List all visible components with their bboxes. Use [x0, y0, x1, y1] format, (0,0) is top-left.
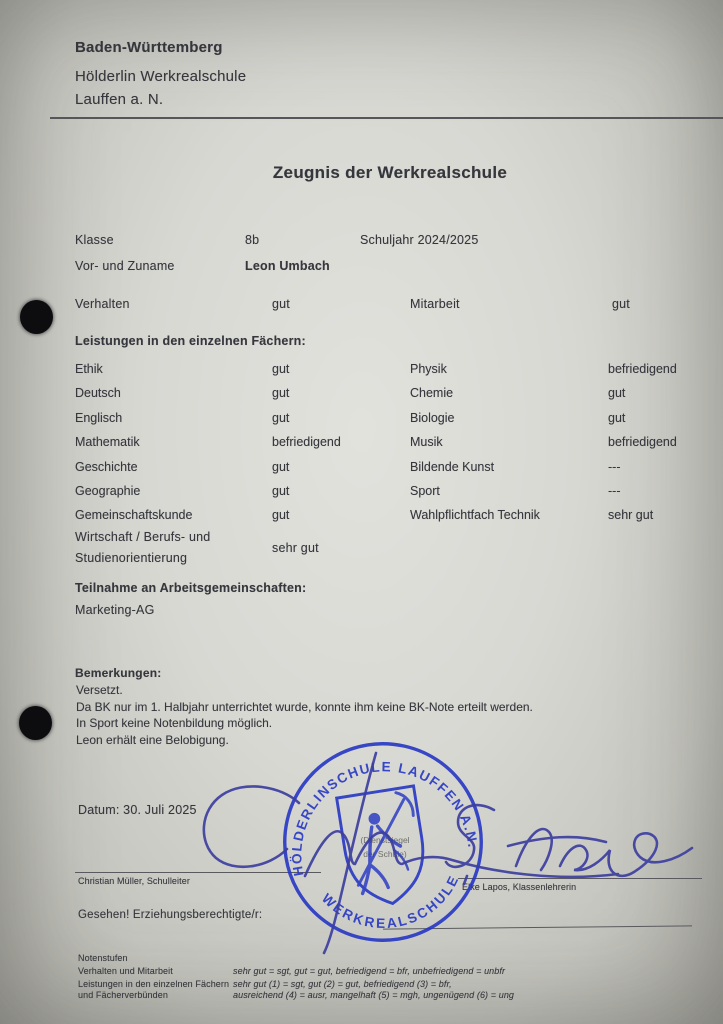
grade-value: befriedigend	[608, 435, 677, 450]
grade-row	[75, 460, 405, 484]
school-stamp	[261, 720, 506, 965]
grade-row	[75, 484, 405, 508]
student-name: Leon Umbach	[245, 259, 330, 273]
wide-subject-grade: sehr gut	[272, 541, 319, 555]
ag-value: Marketing-AG	[75, 603, 155, 617]
grade-row	[75, 435, 405, 459]
grade-value: gut	[272, 410, 290, 425]
grade-value: befriedigend	[272, 435, 341, 450]
punch-hole-bottom	[19, 706, 52, 740]
footer-row2-label-line1: Leistungen in den einzelnen Fächern	[78, 979, 230, 989]
name-label: Vor- und Zuname	[75, 259, 175, 273]
grade-row	[410, 460, 715, 484]
school-stamp-svg	[261, 720, 506, 965]
wide-subject-line1: Wirtschaft / Berufs- und	[75, 530, 211, 544]
footer-row2-label-line2: und Fächerverbünden	[78, 990, 168, 1000]
grade-value: gut	[608, 386, 626, 401]
school-city: Lauffen a. N.	[75, 91, 164, 108]
grades-heading: Leistungen in den einzelnen Fächern:	[75, 334, 306, 348]
footer-row2-value-line2: ausreichend (4) = ausr, mangelhaft (5) = mgh, ungenügend (6) = ung	[233, 990, 515, 1000]
klasse-label: Klasse	[75, 233, 114, 247]
remark-line: In Sport keine Notenbildung möglich.	[76, 716, 273, 730]
subject-label: Physik	[410, 362, 447, 376]
grade-value: ---	[608, 459, 621, 474]
grade-value: gut	[272, 362, 290, 376]
grade-value: ---	[608, 483, 621, 498]
verhalten-label: Verhalten	[75, 297, 130, 311]
header-divider	[50, 117, 723, 119]
grades-right-column	[410, 362, 715, 533]
mitarbeit-label: Mitarbeit	[410, 297, 460, 311]
footer-heading: Notenstufen	[78, 953, 128, 963]
subject-label: Geschichte	[75, 459, 138, 474]
wide-subject-line2: Studienorientierung	[75, 551, 188, 565]
verhalten-grade: gut	[272, 297, 290, 311]
remark-line: Leon erhält eine Belobigung.	[76, 732, 229, 747]
subject-label: Sport	[410, 483, 440, 498]
subject-label: Deutsch	[75, 386, 121, 401]
grade-value: gut	[272, 508, 290, 523]
grade-value: gut	[608, 410, 626, 425]
remarks-heading: Bemerkungen:	[75, 666, 162, 680]
mitarbeit-grade: gut	[612, 297, 630, 311]
footer-row2-value-line1: sehr gut (1) = sgt, gut (2) = gut, befriedigend (3) = bfr,	[233, 979, 452, 989]
grade-row	[75, 411, 405, 435]
schuljahr-value: Schuljahr 2024/2025	[360, 233, 479, 247]
subject-label: Musik	[410, 435, 443, 450]
grade-value: gut	[272, 483, 290, 498]
grade-value: sehr gut	[608, 508, 654, 523]
seal-placeholder-line2: der Schule)	[363, 849, 407, 859]
svg-text:HÖLDERLINSCHULE LAUFFEN A.N.	[275, 745, 480, 877]
school-name: Hölderlin Werkrealschule	[75, 68, 247, 85]
subject-label: Englisch	[75, 410, 123, 425]
remark-line: Versetzt.	[76, 683, 123, 697]
seal-placeholder-line1: (Dienstsiegel	[360, 835, 410, 845]
grade-row	[410, 435, 715, 459]
grades-left-column	[75, 362, 405, 533]
principal-name-label: Christian Müller, Schulleiter	[78, 876, 190, 886]
grade-value: gut	[272, 386, 290, 401]
stamp-arc-top-text: HÖLDERLINSCHULE LAUFFEN A.N.	[289, 759, 481, 878]
remark-line: Da BK nur im 1. Halbjahr unterrichtet wurde, konnte ihm keine BK-Note erteilt werden.	[76, 699, 533, 714]
grade-row	[410, 484, 715, 508]
document-title: Zeugnis der Werkrealschule	[272, 163, 508, 182]
grade-row	[410, 362, 715, 386]
grade-row	[410, 411, 715, 435]
subject-label: Chemie	[410, 386, 454, 401]
punch-hole-top	[20, 300, 53, 334]
grade-value: befriedigend	[608, 362, 677, 376]
subject-label: Biologie	[410, 410, 455, 425]
subject-label: Bildende Kunst	[410, 459, 495, 474]
stamp-shield	[337, 786, 432, 910]
ag-heading: Teilnahme an Arbeitsgemeinschaften:	[75, 581, 307, 595]
footer-row1-label: Verhalten und Mitarbeit	[78, 966, 173, 976]
teacher-name-label: Elke Lapos, Klassenlehrerin	[462, 882, 577, 892]
grade-row	[410, 508, 715, 532]
footer-row1-value: sehr gut = sgt, gut = gut, befriedigend = bfr, unbefriedigend = unbfr	[233, 966, 506, 976]
state-name: Baden-Württemberg	[75, 39, 223, 56]
subject-label: Geographie	[75, 483, 141, 498]
subject-label: Ethik	[75, 362, 103, 376]
klasse-value: 8b	[245, 233, 260, 247]
parent-ack-label: Gesehen! Erziehungsberechtigte/r:	[78, 909, 263, 921]
subject-label: Wahlpflichtfach Technik	[410, 508, 540, 523]
grade-row	[75, 386, 405, 410]
stamp-arc-bottom-text: WERKREALSCHULE	[318, 871, 463, 932]
grade-value: gut	[272, 459, 290, 474]
subject-label: Mathematik	[75, 435, 140, 450]
grade-row	[75, 362, 405, 386]
grade-row	[410, 386, 715, 410]
date-line: Datum: 30. Juli 2025	[78, 803, 197, 817]
subject-label: Gemeinschaftskunde	[75, 508, 193, 523]
